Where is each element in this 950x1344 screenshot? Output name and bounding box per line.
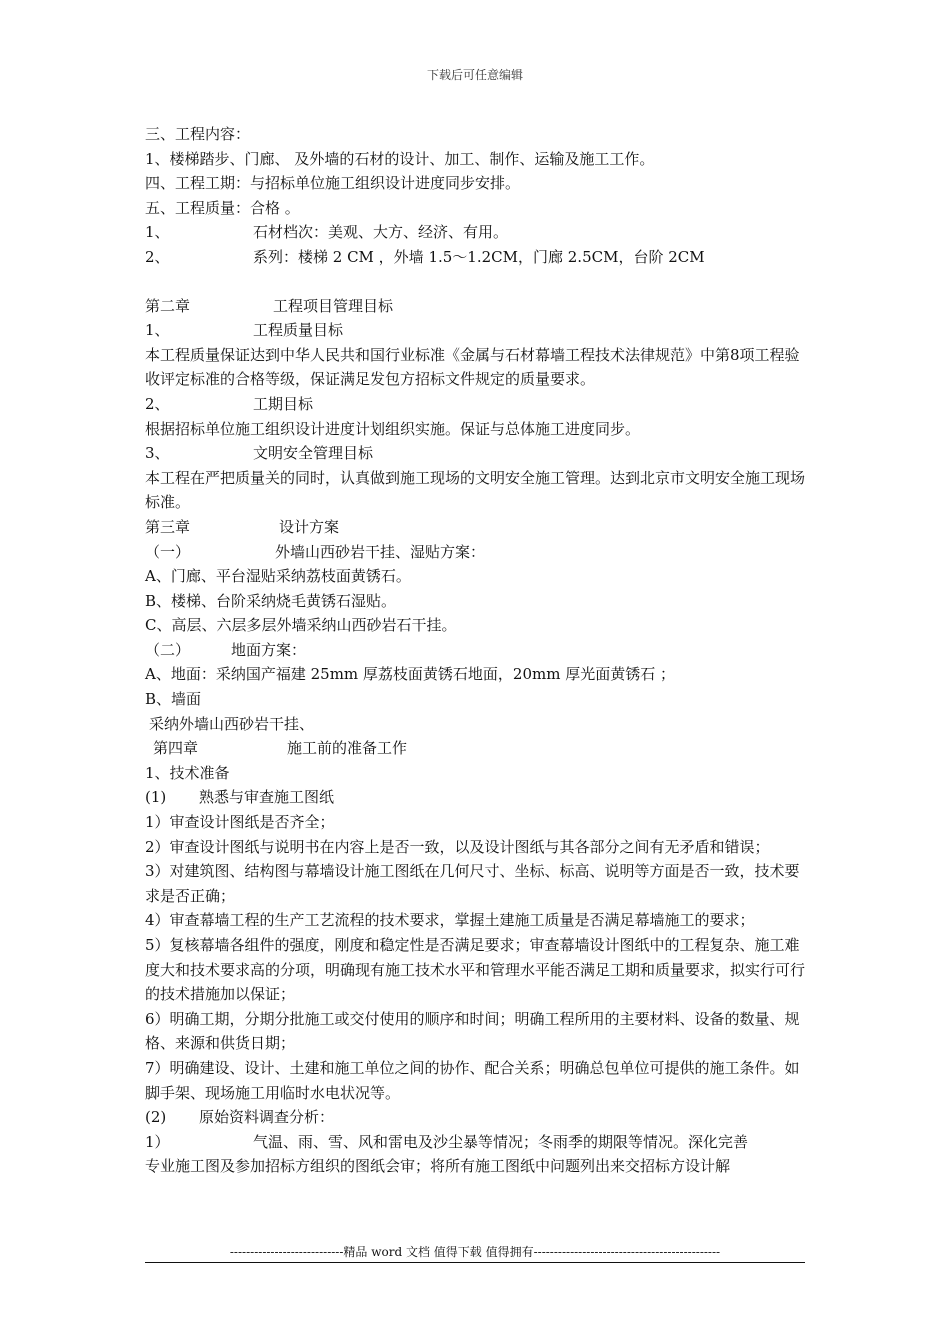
point-text: 气温、雨、雪、风和雷电及沙尘暴等情况；冬雨季的期限等情况。深化完善 bbox=[253, 1132, 749, 1151]
item-text: 系列：楼梯 2 CM ，外墙 1.5～1.2CM，门廊 2.5CM，台阶 2CM bbox=[253, 247, 705, 266]
chapter-3-part-2-b-body: 采纳外墙山西砂岩干挂、 bbox=[149, 714, 315, 733]
part-title: 地面方案： bbox=[231, 640, 307, 659]
point-number: 1） bbox=[145, 1132, 170, 1151]
section-4-title: 四、工程工期：与招标单位施工组织设计进度同步安排。 bbox=[145, 174, 521, 193]
chapter-4-heading bbox=[145, 736, 810, 761]
item-title: 工期目标 bbox=[253, 394, 314, 413]
chapter-number: 第三章 bbox=[145, 517, 191, 536]
chapter-4-subitem-1-heading bbox=[145, 785, 810, 810]
chapter-4-item-1: 1、技术准备 bbox=[145, 763, 230, 782]
chapter-4-point-5: 5）复核幕墙各组件的强度，刚度和稳定性是否满足要求；审查幕墙设计图纸中的工程复杂、施工难度大和技术要求高的分项，明确现有施工技术水平和管理水平能否满足工期和质量要求，拟实行可行的技术措施加以保证； bbox=[145, 936, 806, 1004]
chapter-title: 施工前的准备工作 bbox=[287, 739, 408, 758]
part-number: （一） bbox=[145, 542, 191, 561]
chapter-4-point-2: 2）审查设计图纸与说明书在内容上是否一致，以及设计图纸与其各部分之间有无矛盾和错误； bbox=[145, 837, 770, 856]
chapter-2-item-2-body: 根据招标单位施工组织设计进度计划组织实施。保证与总体施工进度同步。 bbox=[145, 419, 641, 438]
chapter-3-part-1-b: B、楼梯、台阶采纳烧毛黄锈石湿贴。 bbox=[145, 591, 397, 610]
item-text: 石材档次：美观、大方、经济、有用。 bbox=[253, 223, 509, 242]
spacer bbox=[145, 270, 810, 294]
document-body bbox=[145, 122, 810, 1179]
chapter-number: 第二章 bbox=[145, 296, 191, 315]
chapter-2-item-1-body: 本工程质量保证达到中华人民共和国行业标准《金属与石材幕墙工程技术法律规范》中第8项工程验收评定标准的合格等级，保证满足发包方招标文件规定的质量要求。 bbox=[145, 345, 800, 389]
chapter-3-part-1-c: C、高层、六层多层外墙采纳山西砂岩石干挂。 bbox=[145, 616, 457, 635]
item-number: 1、 bbox=[145, 321, 170, 340]
page-header: 下载后可任意编辑 bbox=[426, 68, 523, 82]
chapter-2-item-1-heading bbox=[145, 318, 810, 343]
section-5-item-2 bbox=[145, 245, 810, 270]
item-number: 2、 bbox=[145, 247, 170, 266]
chapter-3-part-2-b: B、墙面 bbox=[145, 690, 202, 709]
subitem-number: (1) bbox=[145, 788, 167, 807]
chapter-3-part-2-heading bbox=[145, 638, 810, 663]
chapter-4-point-3: 3）对建筑图、结构图与幕墙设计施工图纸在几何尺寸、坐标、标高、说明等方面是否一致，技术要求是否正确； bbox=[145, 862, 800, 905]
chapter-2-item-3-body: 本工程在严把质量关的同时，认真做到施工现场的文明安全施工管理。达到北京市文明安全施工现场标准。 bbox=[145, 468, 806, 512]
item-number: 1、 bbox=[145, 223, 170, 242]
chapter-4-point-7: 7）明确建设、设计、土建和施工单位之间的协作、配合关系；明确总包单位可提供的施工条件。如脚手架、现场施工用临时水电状况等。 bbox=[145, 1058, 800, 1102]
item-title: 文明安全管理目标 bbox=[253, 444, 374, 463]
chapter-4-point-4: 4）审查幕墙工程的生产工艺流程的技术要求，掌握土建施工质量是否满足幕墙施工的要求； bbox=[145, 911, 755, 930]
chapter-3-part-2-a: A、地面：采纳国产福建 25mm 厚荔枝面黄锈石地面，20mm 厚光面黄锈石 ； bbox=[145, 665, 675, 684]
chapter-4-subitem-2-point-1-continued: 专业施工图及参加招标方组织的图纸会审；将所有施工图纸中问题列出来交招标方设计解 bbox=[145, 1157, 731, 1176]
item-title: 工程质量目标 bbox=[253, 321, 344, 340]
chapter-2-heading bbox=[145, 294, 810, 319]
subitem-title: 熟悉与审查施工图纸 bbox=[199, 788, 335, 807]
chapter-3-heading bbox=[145, 515, 810, 540]
footer-divider bbox=[145, 1262, 805, 1263]
chapter-4-point-6: 6）明确工期，分期分批施工或交付使用的顺序和时间；明确工程所用的主要材料、设备的数量、规格、来源和供货日期； bbox=[145, 1009, 800, 1053]
page-footer: ----------------------------精品 word 文档 值得下载 值得拥有---------------------------------------------- bbox=[229, 1245, 721, 1259]
chapter-3-part-1-a: A、门廊、平台湿贴采纳荔枝面黄锈石。 bbox=[145, 567, 411, 586]
section-3-title: 三、工程内容： bbox=[145, 125, 251, 143]
chapter-4-subitem-2-heading bbox=[145, 1105, 810, 1130]
section-3-item: 1、楼梯踏步、门廊、 及外墙的石材的设计、加工、制作、运输及施工工作。 bbox=[145, 149, 655, 168]
part-number: （二） bbox=[145, 640, 191, 659]
subitem-title: 原始资料调查分析： bbox=[199, 1108, 335, 1127]
part-title: 外墙山西砂岩干挂、湿贴方案： bbox=[275, 542, 486, 561]
subitem-number: (2) bbox=[145, 1108, 167, 1127]
chapter-title: 设计方案 bbox=[279, 517, 340, 536]
chapter-number: 第四章 bbox=[153, 739, 199, 758]
section-5-title: 五、工程质量：合格 。 bbox=[145, 198, 300, 217]
chapter-4-point-1: 1）审查设计图纸是否齐全； bbox=[145, 813, 335, 832]
chapter-title: 工程项目管理目标 bbox=[273, 296, 394, 315]
chapter-3-part-1-heading bbox=[145, 540, 810, 565]
item-number: 3、 bbox=[145, 444, 170, 463]
item-number: 2、 bbox=[145, 394, 170, 413]
chapter-2-item-2-heading bbox=[145, 392, 810, 417]
section-5-item-1 bbox=[145, 220, 810, 245]
chapter-2-item-3-heading bbox=[145, 441, 810, 466]
chapter-4-subitem-2-point-1 bbox=[145, 1130, 810, 1155]
